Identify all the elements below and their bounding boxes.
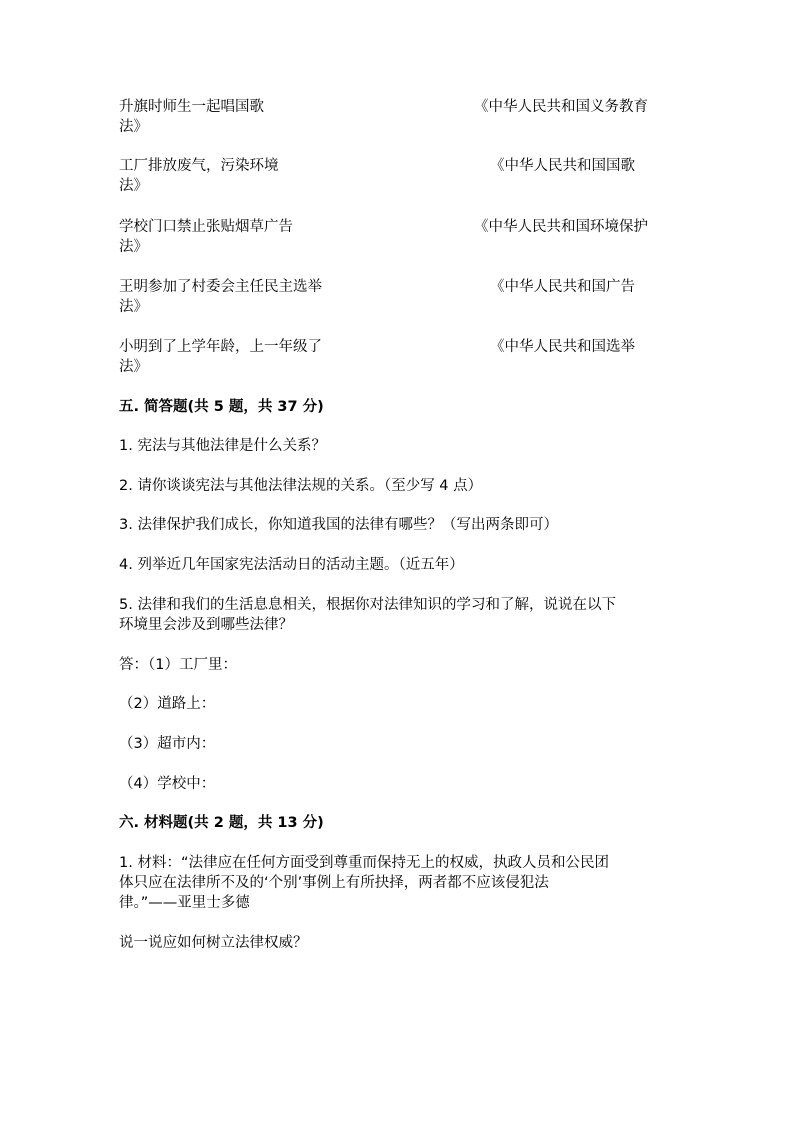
answer-prompt: 答：（1）工厂里：: [119, 657, 237, 673]
matching-left-item: 工厂排放废气，污染环境: [119, 158, 279, 174]
question-text: 1. 宪法与其他法律是什么关系？: [119, 438, 326, 454]
matching-right-item-cont: 法》: [119, 119, 148, 135]
matching-right-item: 《中华人民共和国环境保护: [474, 219, 648, 235]
matching-right-item-cont: 法》: [119, 178, 148, 194]
material-text: 1. 材料：“法律应在任何方面受到尊重而保持无上的权威，执政人员和公民团: [119, 855, 609, 871]
section-title: 六. 材料题(共 2 题，共 13 分): [119, 815, 324, 831]
matching-row: [119, 217, 679, 259]
matching-right-item: 《中华人民共和国义务教育: [474, 99, 648, 115]
matching-row: [119, 337, 679, 379]
question-text: 4. 列举近几年国家宪法活动日的活动主题。（近五年）: [119, 557, 464, 573]
matching-left-item: 学校门口禁止张贴烟草广告: [119, 219, 293, 235]
material-text: 体只应在法律所不及的‘个别’事例上有所抉择，两者都不应该侵犯法: [119, 875, 549, 891]
answer-prompt: （2）道路上：: [119, 696, 216, 712]
answer-prompt: （3）超市内：: [119, 736, 216, 752]
matching-right-item-cont: 法》: [119, 359, 148, 375]
question-text: 5. 法律和我们的生活息息相关，根据你对法律知识的学习和了解，说说在以下: [119, 597, 616, 613]
matching-right-item-cont: 法》: [119, 299, 148, 315]
answer-prompt: （4）学校中：: [119, 776, 216, 792]
matching-right-item: 《中华人民共和国国歌: [490, 158, 635, 174]
matching-left-item: 升旗时师生一起唱国歌: [119, 99, 264, 115]
question-text: 环境里会涉及到哪些法律？: [119, 617, 293, 633]
matching-row: [119, 156, 679, 198]
question-text: 说一说应如何树立法律权威？: [119, 935, 308, 951]
matching-right-item-cont: 法》: [119, 239, 148, 255]
matching-left-item: 小明到了上学年龄，上一年级了: [119, 339, 322, 355]
matching-row: [119, 277, 679, 319]
matching-right-item: 《中华人民共和国广告: [490, 279, 635, 295]
matching-right-item: 《中华人民共和国选举: [490, 339, 635, 355]
question-text: 3. 法律保护我们成长，你知道我国的法律有哪些？（写出两条即可）: [119, 517, 558, 533]
section-title: 五. 简答题(共 5 题，共 37 分): [119, 399, 324, 415]
matching-left-item: 王明参加了村委会主任民主选举: [119, 279, 322, 295]
material-text: 律。”——亚里士多德: [119, 895, 250, 911]
matching-row: [119, 97, 679, 139]
question-text: 2. 请你谈谈宪法与其他法律法规的关系。（至少写 4 点）: [119, 478, 483, 494]
